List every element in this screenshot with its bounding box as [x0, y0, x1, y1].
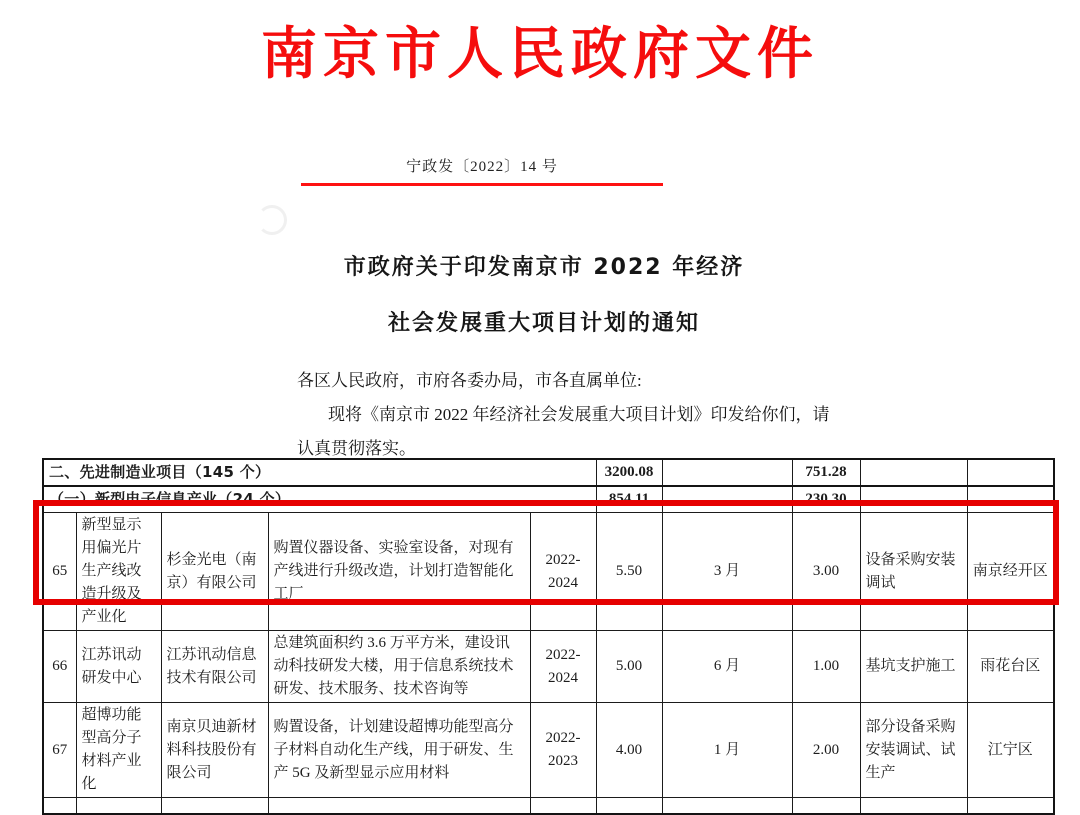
notice-body — [297, 364, 837, 466]
table-row-65 — [43, 513, 1054, 631]
cell-years: 2022-2023 — [530, 703, 596, 798]
section-district — [967, 459, 1054, 486]
cell-description: 总建筑面积约 3.6 万平方米，建设讯动科技研发大楼，用于信息系统技术研发、技术服务、技术咨询等 — [268, 631, 530, 703]
cell-years: 2022-2024 — [530, 513, 596, 631]
cell-description: 购置设备，计划建设超博功能型高分子材料自动化生产线，用于研发、生产 5G 及新型显示应用材料 — [268, 703, 530, 798]
cell-month: 3 月 — [662, 513, 792, 631]
scan-artifact — [257, 205, 287, 235]
notice-title-line2: 社会发展重大项目计划的通知 — [387, 311, 700, 336]
body-line-1: 现将《南京市 2022 年经济社会发展重大项目计划》印发给你们，请 — [328, 405, 830, 424]
cell-project: 超博功能型高分子材料产业化 — [76, 703, 161, 798]
section-annual: 751.28 — [792, 459, 860, 486]
cell-total: 5.50 — [596, 513, 662, 631]
project-plan-table — [42, 458, 1055, 815]
section-progress — [860, 459, 967, 486]
cell-district: 南京经开区 — [967, 513, 1054, 631]
section-total: 854.11 — [596, 486, 662, 513]
section-month — [662, 486, 792, 513]
section-progress — [860, 486, 967, 513]
cell-annual: 1.00 — [792, 631, 860, 703]
document-number: 宁政发〔2022〕14 号 — [406, 159, 558, 175]
notice-title-line1: 市政府关于印发南京市 2022 年经济 — [343, 255, 745, 280]
cell-total: 4.00 — [596, 703, 662, 798]
cell-district: 江宁区 — [967, 703, 1054, 798]
cell-number: 65 — [43, 513, 76, 631]
cell-month: 6 月 — [662, 631, 792, 703]
cell-progress: 设备采购安装调试 — [860, 513, 967, 631]
cell-annual: 3.00 — [792, 513, 860, 631]
section-total: 3200.08 — [596, 459, 662, 486]
section-label: 二、先进制造业项目（145 个） — [43, 459, 596, 486]
section-row-electronics — [43, 486, 1054, 513]
cell-company: 江苏讯动信息技术有限公司 — [161, 631, 268, 703]
cell-progress: 基坑支护施工 — [860, 631, 967, 703]
cell-month: 1 月 — [662, 703, 792, 798]
table-row-partial — [43, 798, 1054, 814]
letterhead-title: 南京市人民政府文件 — [261, 22, 819, 87]
section-month — [662, 459, 792, 486]
table-row-67 — [43, 703, 1054, 798]
table-row-66 — [43, 631, 1054, 703]
section-label: （一）新型电子信息产业（24 个） — [43, 486, 596, 513]
cell-number: 67 — [43, 703, 76, 798]
section-annual: 230.30 — [792, 486, 860, 513]
letterhead-red-rule — [301, 183, 663, 186]
cell-company: 南京贝迪新材料科技股份有限公司 — [161, 703, 268, 798]
cell-description: 购置仪器设备、实验室设备，对现有产线进行升级改造，计划打造智能化工厂 — [268, 513, 530, 631]
cell-total: 5.00 — [596, 631, 662, 703]
cell-annual: 2.00 — [792, 703, 860, 798]
cell-project: 江苏讯动研发中心 — [76, 631, 161, 703]
section-district — [967, 486, 1054, 513]
section-row-manufacturing — [43, 459, 1054, 486]
cell-progress: 部分设备采购安装调试、试生产 — [860, 703, 967, 798]
cell-number: 66 — [43, 631, 76, 703]
cell-project: 新型显示用偏光片生产线改造升级及产业化 — [76, 513, 161, 631]
cell-district: 雨花台区 — [967, 631, 1054, 703]
cell-company: 杉金光电（南京）有限公司 — [161, 513, 268, 631]
cell-years: 2022-2024 — [530, 631, 596, 703]
salutation-line: 各区人民政府，市府各委办局，市各直属单位: — [297, 371, 642, 390]
body-line-2: 认真贯彻落实。 — [297, 439, 416, 458]
